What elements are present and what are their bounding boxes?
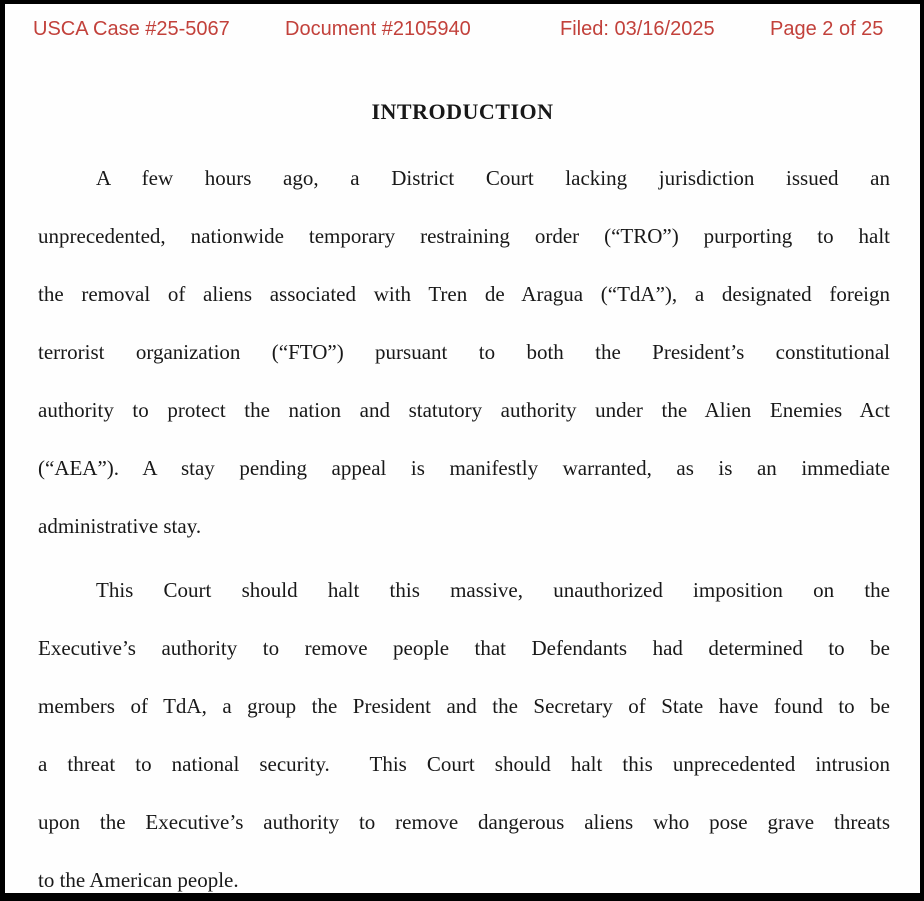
text-line: authority to protect the nation and statutory authority under the Alien Enemies Act bbox=[38, 398, 890, 422]
text-line: upon the Executive’s authority to remove dangerous aliens who pose grave threats bbox=[38, 810, 890, 834]
stamp-page-count: Page 2 of 25 bbox=[770, 18, 884, 40]
paragraph-2 bbox=[38, 561, 890, 901]
text-line: (“AEA”). A stay pending appeal is manifestly warranted, as is an immediate bbox=[38, 456, 890, 480]
document-body bbox=[5, 149, 920, 901]
text-line: members of TdA, a group the President and the Secretary of State have found to be bbox=[38, 694, 890, 718]
text-line: unprecedented, nationwide temporary restraining order (“TRO”) purporting to halt bbox=[38, 224, 890, 248]
section-title: INTRODUCTION bbox=[371, 99, 554, 124]
text-line: Executive’s authority to remove people that Defendants had determined to be bbox=[38, 636, 890, 660]
text-line: terrorist organization (“FTO”) pursuant to both the President’s constitutional bbox=[38, 340, 890, 364]
stamp-filed-date: Filed: 03/16/2025 bbox=[560, 18, 715, 40]
text-line: A few hours ago, a District Court lacking jurisdiction issued an bbox=[96, 166, 890, 190]
text-line: the removal of aliens associated with Tren de Aragua (“TdA”), a designated foreign bbox=[38, 282, 890, 306]
text-line: This Court should halt this massive, unauthorized imposition on the bbox=[96, 578, 890, 602]
stamp-case-number: USCA Case #25-5067 bbox=[33, 18, 230, 40]
text-line: administrative stay. bbox=[38, 514, 202, 538]
text-line: a threat to national security. This Court should halt this unprecedented intrusion bbox=[38, 752, 890, 776]
stamp-document-number: Document #2105940 bbox=[285, 18, 471, 40]
paragraph-1 bbox=[38, 149, 890, 555]
text-line: to the American people. bbox=[38, 868, 239, 892]
pacer-stamp bbox=[5, 18, 920, 44]
